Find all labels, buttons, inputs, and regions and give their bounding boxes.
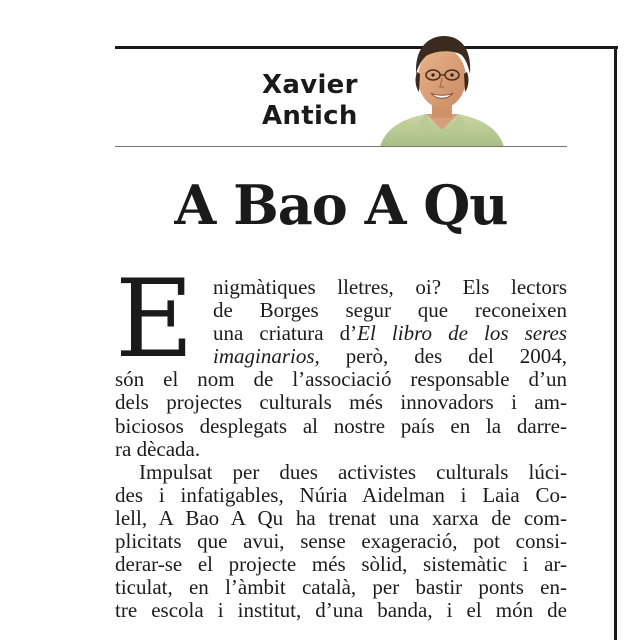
body-line: biciosos desplegats al nostre país en la darre-: [115, 413, 567, 438]
body-line: ra dècada.: [115, 436, 201, 461]
body-line: plicitats que avui, sense exageració, pot consi-: [115, 529, 567, 554]
drop-cap: E: [115, 257, 194, 382]
body-line: lell, A Bao A Qu ha trenat una xarxa de com-: [115, 505, 567, 530]
author-portrait: [376, 34, 506, 147]
book-title: El libro de los seres: [357, 321, 567, 346]
body-line: de Borges segur que reconeixen: [213, 298, 567, 323]
body-line: Impulsat per dues activistes culturals lúci-: [139, 459, 567, 484]
article-headline: A Bao A Qu: [174, 173, 508, 237]
top-rule: [115, 46, 618, 49]
byline-rule: [115, 146, 567, 147]
book-title-end: imaginarios,: [213, 344, 320, 369]
body-line: [115, 345, 567, 368]
body-line: dels projectes culturals més innovadors i am-: [115, 390, 567, 415]
author-first-name: Xavier: [262, 70, 358, 100]
right-rule: [614, 46, 617, 640]
body-line: nigmàtiques lletres, oi? Els lectors: [213, 275, 567, 299]
body-line: tre escola i institut, d’una banda, i el món de: [115, 598, 567, 623]
body-text-segment: una criatura d’: [213, 321, 358, 346]
body-line: són el nom de l’associació responsable d’un: [115, 367, 567, 392]
body-line: ticulat, en l’àmbit català, per bastir ponts en-: [115, 575, 567, 600]
article-body: [115, 276, 567, 622]
body-line: [115, 322, 567, 345]
body-text-segment: però, des del 2004,: [319, 344, 567, 369]
author-name: [262, 70, 358, 132]
body-line: derar-se el projecte més sòlid, sistemàtic i ar-: [115, 552, 567, 577]
author-last-name: Antich: [262, 101, 358, 131]
body-line: des i infatigables, Núria Aidelman i Laia Co-: [115, 482, 567, 507]
